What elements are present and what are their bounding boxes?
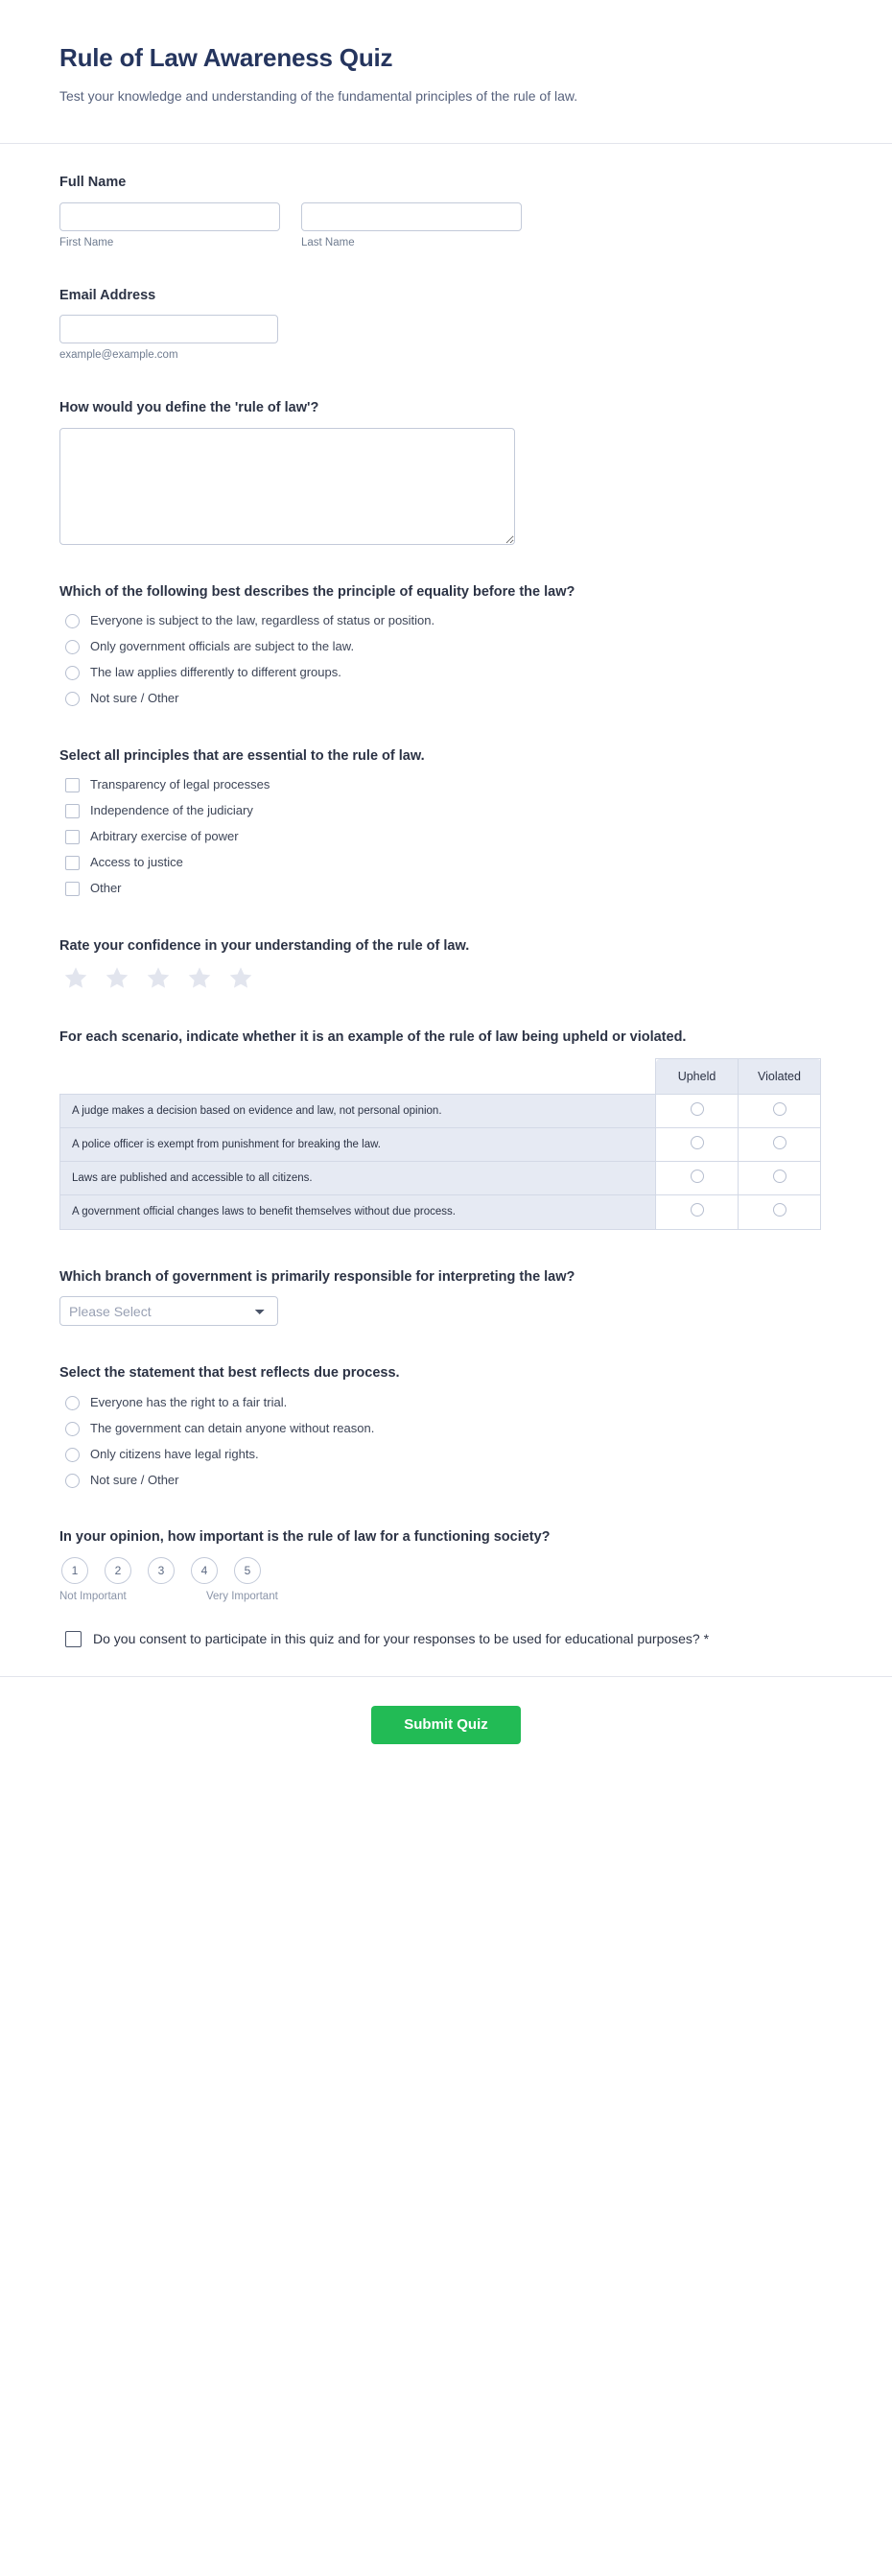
last-name-input[interactable]: [301, 202, 522, 231]
principles-label: Select all principles that are essential to the rule of law.: [59, 747, 425, 764]
principles-options: [59, 776, 833, 899]
matrix-row-label: A judge makes a decision based on evidence and law, not personal opinion.: [60, 1095, 656, 1128]
radio-icon[interactable]: [65, 1422, 80, 1436]
due-process-option[interactable]: [59, 1419, 833, 1438]
due-process-label: Select the statement that best reflects due process.: [59, 1365, 400, 1382]
equality-label: Which of the following best describes the principle of equality before the law?: [59, 584, 575, 601]
spacer: [59, 569, 833, 582]
due-process-option-label: The government can detain anyone without reason.: [90, 1420, 375, 1435]
star-rating[interactable]: [63, 965, 833, 990]
field-branch: [59, 1267, 833, 1327]
radio-icon[interactable]: [773, 1170, 786, 1183]
last-name-sublabel: Last Name: [301, 236, 355, 248]
field-due-process: [59, 1363, 833, 1490]
matrix-cell[interactable]: [656, 1195, 739, 1229]
due-process-option[interactable]: [59, 1393, 833, 1412]
principles-option-label: Access to justice: [90, 855, 183, 870]
last-name-group: [301, 202, 522, 248]
spacer: [59, 385, 833, 398]
equality-option[interactable]: [59, 664, 833, 683]
matrix-header-row: [60, 1059, 821, 1095]
matrix-cell[interactable]: [656, 1128, 739, 1162]
scale-legend: [59, 1591, 833, 1602]
checkbox-icon[interactable]: [65, 778, 80, 792]
equality-option-label: Not sure / Other: [90, 691, 179, 706]
form-body: [0, 144, 892, 1677]
field-importance: [59, 1527, 833, 1602]
radio-icon[interactable]: [65, 666, 80, 680]
due-process-options: [59, 1393, 833, 1490]
checkbox-icon[interactable]: [65, 830, 80, 844]
email-label: Email Address: [59, 287, 156, 303]
scale-option[interactable]: 4: [191, 1557, 218, 1584]
email-input[interactable]: [59, 315, 278, 343]
matrix-cell[interactable]: [739, 1195, 821, 1229]
matrix-row-label: Laws are published and accessible to all citizens.: [60, 1162, 656, 1195]
matrix-corner-cell: [60, 1059, 656, 1095]
branch-select[interactable]: [59, 1296, 278, 1326]
scale-option[interactable]: 5: [234, 1557, 261, 1584]
table-row: [60, 1128, 821, 1162]
page-title: Rule of Law Awareness Quiz: [59, 43, 393, 72]
due-process-option-label: Everyone has the right to a fair trial.: [90, 1394, 288, 1409]
radio-icon[interactable]: [65, 1474, 80, 1488]
scale-option[interactable]: 1: [61, 1557, 88, 1584]
radio-icon[interactable]: [691, 1102, 704, 1116]
radio-icon[interactable]: [773, 1102, 786, 1116]
field-confidence: [59, 936, 833, 991]
radio-icon[interactable]: [65, 1448, 80, 1462]
matrix-column-header: Upheld: [656, 1059, 739, 1095]
matrix-cell[interactable]: [656, 1095, 739, 1128]
radio-icon[interactable]: [773, 1203, 786, 1217]
scale-legend-left: Not Important: [59, 1590, 127, 1602]
spacer: [59, 733, 833, 746]
star-icon[interactable]: [187, 965, 212, 990]
required-asterisk: *: [703, 1630, 710, 1646]
full-name-label: Full Name: [59, 174, 127, 190]
star-icon[interactable]: [228, 965, 253, 990]
scale-legend-right: Very Important: [206, 1590, 278, 1602]
scale-option[interactable]: 3: [148, 1557, 175, 1584]
scale-option[interactable]: 2: [105, 1557, 131, 1584]
matrix-cell[interactable]: [656, 1162, 739, 1195]
matrix-cell[interactable]: [739, 1162, 821, 1195]
spacer: [59, 1514, 833, 1527]
matrix-body: [60, 1095, 821, 1229]
star-icon[interactable]: [146, 965, 171, 990]
due-process-option-label: Not sure / Other: [90, 1472, 179, 1487]
matrix-cell[interactable]: [739, 1128, 821, 1162]
equality-options: [59, 612, 833, 709]
form-subtitle: Test your knowledge and understanding of the fundamental principles of the rule of law.: [59, 87, 578, 104]
matrix-cell[interactable]: [739, 1095, 821, 1128]
field-definition: [59, 398, 833, 545]
email-sublabel: example@example.com: [59, 349, 178, 362]
scenario-matrix: [59, 1058, 821, 1229]
first-name-sublabel: First Name: [59, 236, 114, 248]
first-name-input[interactable]: [59, 202, 280, 231]
radio-icon[interactable]: [691, 1170, 704, 1183]
due-process-option[interactable]: [59, 1471, 833, 1490]
importance-scale: [61, 1557, 833, 1584]
table-row: [60, 1195, 821, 1229]
name-row: [59, 202, 833, 248]
checkbox-icon[interactable]: [65, 856, 80, 870]
table-row: [60, 1095, 821, 1128]
spacer: [59, 1014, 833, 1028]
radio-icon[interactable]: [65, 640, 80, 654]
consent-checkbox[interactable]: [65, 1631, 82, 1647]
definition-textarea[interactable]: [59, 428, 515, 545]
principles-option-label: Other: [90, 881, 122, 896]
equality-option-label: The law applies differently to different groups.: [90, 665, 341, 680]
star-icon[interactable]: [105, 965, 129, 990]
scenarios-label: For each scenario, indicate whether it is an example of the rule of law being upheld or violated.: [59, 1029, 687, 1046]
first-name-group: [59, 202, 280, 248]
star-icon[interactable]: [63, 965, 88, 990]
field-scenarios: [59, 1028, 833, 1229]
radio-icon[interactable]: [773, 1136, 786, 1149]
principles-option[interactable]: [59, 880, 833, 899]
principles-option[interactable]: [59, 828, 833, 847]
consent-label: [93, 1629, 709, 1650]
spacer: [59, 1254, 833, 1267]
branch-label: Which branch of government is primarily responsible for interpreting the law?: [59, 1268, 575, 1285]
equality-option[interactable]: [59, 638, 833, 657]
principles-option[interactable]: [59, 776, 833, 795]
field-email: [59, 286, 833, 362]
table-row: [60, 1162, 821, 1195]
due-process-option[interactable]: [59, 1445, 833, 1464]
equality-option[interactable]: [59, 612, 833, 631]
principles-option-label: Arbitrary exercise of power: [90, 829, 239, 844]
spacer: [59, 923, 833, 936]
radio-icon[interactable]: [65, 692, 80, 706]
principles-option[interactable]: [59, 854, 833, 873]
principles-option[interactable]: [59, 802, 833, 821]
consent-text: Do you consent to participate in this quiz and for your responses to be used for educational purposes?: [93, 1630, 700, 1646]
equality-option[interactable]: [59, 690, 833, 709]
form-header: [0, 0, 892, 144]
form-footer: [0, 1676, 892, 1783]
radio-icon[interactable]: [691, 1203, 704, 1217]
checkbox-icon[interactable]: [65, 804, 80, 818]
field-consent[interactable]: [59, 1629, 833, 1650]
radio-icon[interactable]: [691, 1136, 704, 1149]
matrix-row-label: A government official changes laws to benefit themselves without due process.: [60, 1195, 656, 1229]
checkbox-icon[interactable]: [65, 882, 80, 896]
due-process-option-label: Only citizens have legal rights.: [90, 1446, 259, 1461]
radio-icon[interactable]: [65, 614, 80, 628]
submit-button[interactable]: Submit Quiz: [371, 1706, 521, 1744]
principles-option-label: Transparency of legal processes: [90, 777, 270, 792]
confidence-label: Rate your confidence in your understanding of the rule of law.: [59, 937, 470, 954]
spacer: [59, 1350, 833, 1363]
importance-label: In your opinion, how important is the rule of law for a functioning society?: [59, 1529, 551, 1546]
principles-option-label: Independence of the judiciary: [90, 803, 253, 818]
matrix-column-header: Violated: [739, 1059, 821, 1095]
field-full-name: [59, 173, 833, 248]
matrix-row-label: A police officer is exempt from punishment for breaking the law.: [60, 1128, 656, 1162]
radio-icon[interactable]: [65, 1396, 80, 1410]
field-equality: [59, 582, 833, 709]
definition-label: How would you define the 'rule of law'?: [59, 400, 319, 416]
equality-option-label: Everyone is subject to the law, regardless of status or position.: [90, 613, 435, 628]
matrix-head: [60, 1059, 821, 1095]
field-principles: [59, 746, 833, 899]
equality-option-label: Only government officials are subject to the law.: [90, 639, 355, 654]
spacer: [59, 272, 833, 286]
